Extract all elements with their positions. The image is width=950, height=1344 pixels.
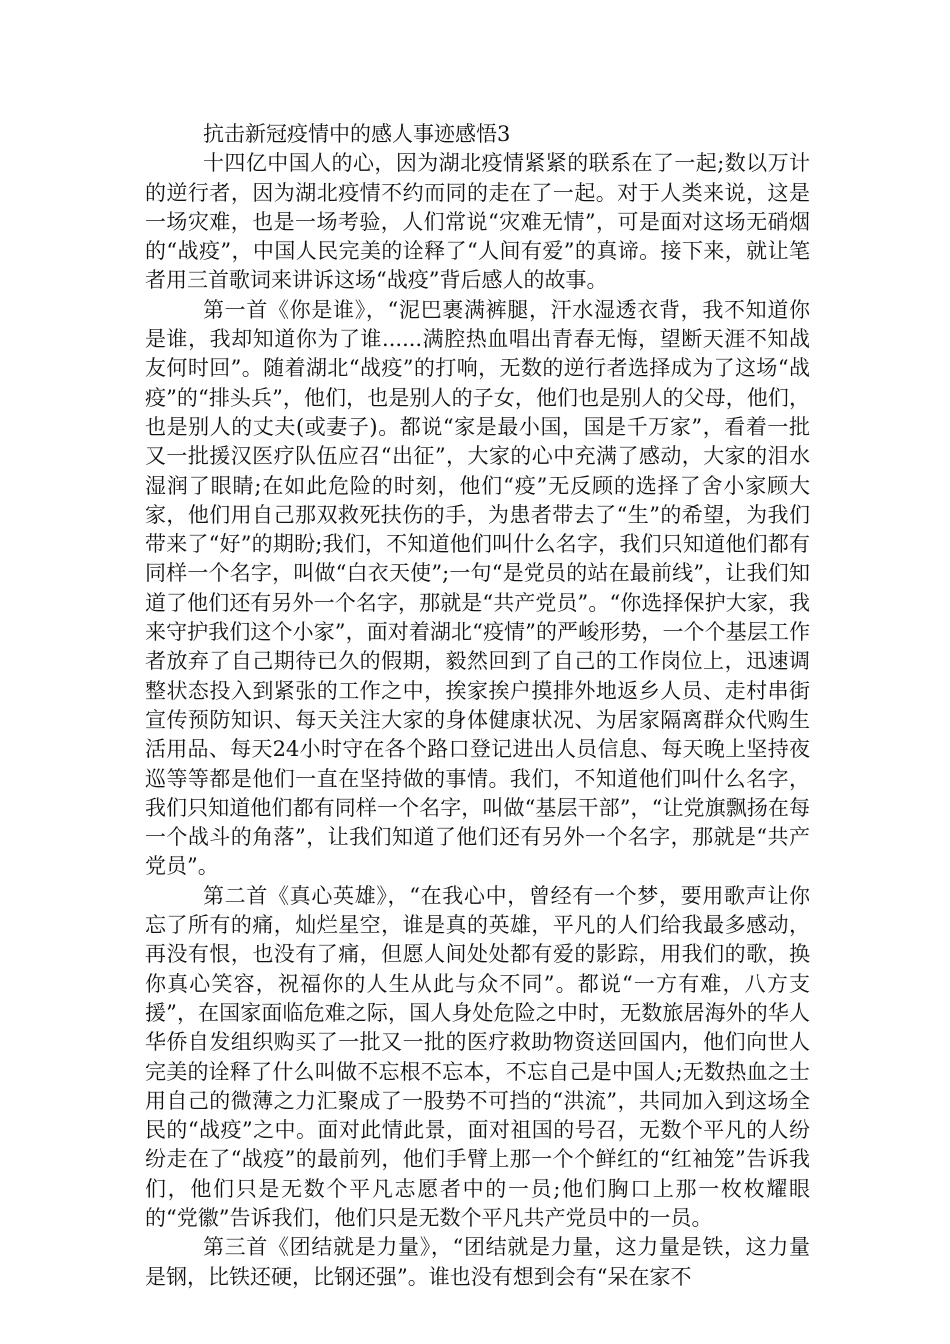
document-title: 抗击新冠疫情中的感人事迹感悟3 (203, 122, 511, 146)
paragraph-song-one: 第一首《你是谁》，“泥巴裹满裤腿，汗水湿透衣背，我不知道你是谁，我却知道你为了谁......满腔热血唱出青春无悔，望断天涯不知战友何时回”。随着湖北“战疫”的打响，无数的逆行者选择成为了这场“战疫”的“排头兵”，他们，也是别人的子女，他们也是别人的父母，他们，也是别人的丈夫(或妻子)。都说“家是最小国，国是千万家”，看着一批又一批援汉医疗队伍应召“出征”，大家的心中充满了感动，大家的泪水湿润了眼睛;在如此危险的时刻，他们“疫”无反顾的选择了舍小家顾大家，他们用自己那双救死扶伤的手，为患者带去了“生”的希望，为我们带来了“好”的期盼;我们，不知道他们叫什么名字，我们只知道他们都有同样一个名字，叫做“白衣天使”;一句“是党员的站在最前线”，让我们知道了他们还有另外一个名字，那就是“共产党员”。“你选择保护大家，我来守护我们这个小家”，面对着湖北“疫情”的严峻形势，一个个基层工作者放弃了自己期待已久的假期，毅然回到了自己的工作岗位上，迅速调整状态投入到紧张的工作之中，挨家挨户摸排外地返乡人员、走村串街宣传预防知识、每天关注大家的身体健康状况、为居家隔离群众代购生活用品、每天24小时守在各个路口登记进出人员信息、每天晚上坚持夜巡等等都是他们一直在坚持做的事情。我们，不知道他们叫什么名字，我们只知道他们都有同样一个名字，叫做“基层干部”，“让党旗飘扬在每一个战斗的角落”，让我们知道了他们还有另外一个名字，那就是“共产党员”。 (145, 297, 810, 879)
document-page (145, 120, 810, 1292)
paragraph-song-three: 第三首《团结就是力量》，“团结就是力量，这力量是铁，这力量是钢，比铁还硬，比钢还强”。谁也没有想到会有“呆在家不 (145, 1235, 810, 1289)
paragraph-intro: 十四亿中国人的心，因为湖北疫情紧紧的联系在了一起;数以万计的逆行者，因为湖北疫情不约而同的走在了一起。对于人类来说，这是一场灾难，也是一场考验，人们常说“灾难无情”，可是面对这场无硝烟的“战疫”，中国人民完美的诠释了“人间有爱”的真谛。接下来，就让笔者用三首歌词来讲诉这场“战疫”背后感人的故事。 (145, 151, 810, 293)
paragraph-song-two: 第二首《真心英雄》，“在我心中，曾经有一个梦，要用歌声让你忘了所有的痛，灿烂星空，谁是真的英雄，平凡的人们给我最多感动，再没有恨，也没有了痛，但愿人间处处都有爱的影踪，用我们的歌，换你真心笑容，祝福你的人生从此与众不同”。都说“一方有难，八方支援”，在国家面临危难之际，国人身处危险之中时，无数旅居海外的华人华侨自发组织购买了一批又一批的医疗救助物资送回国内，他们向世人完美的诠释了什么叫做不忘根不忘本，不忘自己是中国人;无数热血之士用自己的微薄之力汇聚成了一股势不可挡的“洪流”，共同加入到这场全民的“战疫”之中。面对此情此景，面对祖国的号召，无数个平凡的人纷纷走在了“战疫”的最前列，他们手臂上那一个个鲜红的“红袖笼”告诉我们，他们只是无数个平凡志愿者中的一员;他们胸口上那一枚枚耀眼的“党徽”告诉我们，他们只是无数个平凡共产党员中的一员。 (145, 883, 810, 1230)
